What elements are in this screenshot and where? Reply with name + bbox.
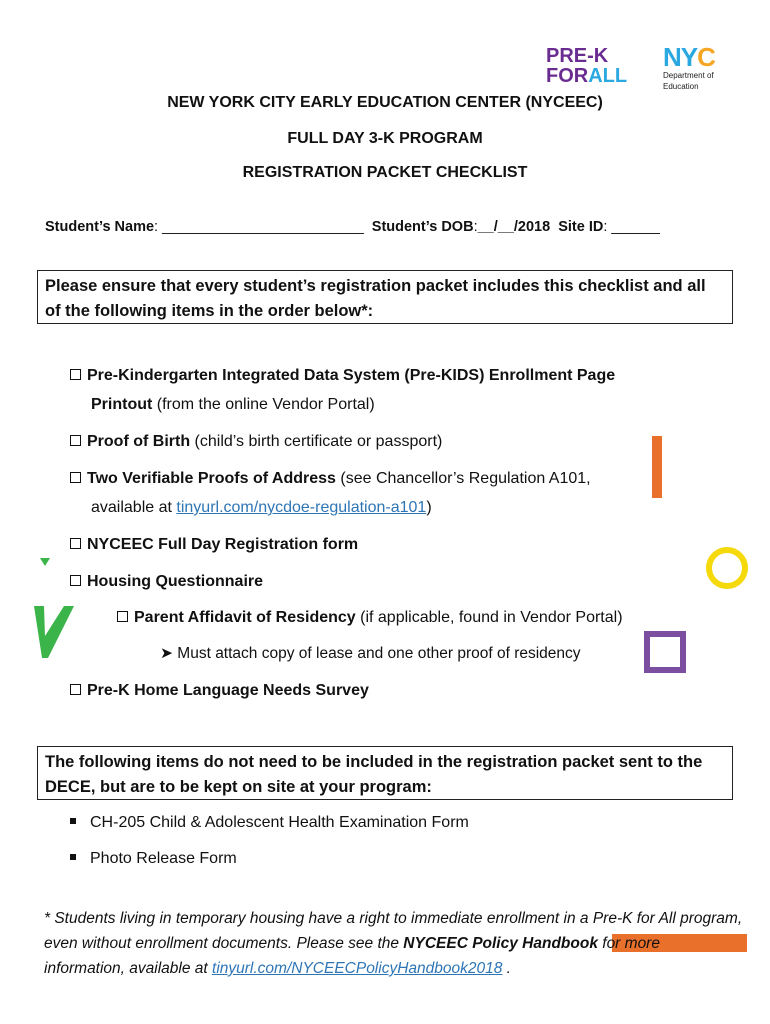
decorative-yellow-ring — [706, 547, 748, 589]
checkbox[interactable] — [117, 611, 128, 622]
page-title: NEW YORK CITY EARLY EDUCATION CENTER (NYCEEC) — [167, 94, 603, 111]
item-label: Proof of Birth — [87, 433, 191, 450]
item-note: (from the online Vendor Portal) — [152, 396, 375, 413]
checklist-item-registration-form — [70, 535, 358, 555]
nyc-logo-sub2: Education — [663, 82, 699, 91]
arrow-bullet-icon: ➤ — [160, 645, 178, 662]
site-id-field[interactable]: ______ — [611, 219, 660, 235]
checklist-item-proofs-of-address — [70, 469, 591, 489]
checklist-item-housing-questionnaire — [70, 572, 263, 592]
onsite-item-health-form — [70, 813, 469, 833]
policy-handbook-name: NYCEEC Policy Handbook — [403, 935, 598, 952]
footnote-text-2: for more information, available at — [44, 935, 660, 977]
item-label: Housing Questionnaire — [87, 573, 264, 590]
footnote-text-3: . — [502, 960, 511, 977]
student-name-field[interactable]: _________________________ — [162, 219, 364, 235]
checkbox[interactable] — [70, 538, 81, 549]
notice-box-onsite: The following items do not need to be included in the registration packet sent to the DECE, but are to be kept on site at your program: — [37, 746, 733, 800]
checklist-item-language-survey — [70, 681, 369, 701]
student-dob-field[interactable]: __/__/2018 — [477, 219, 551, 235]
checklist-item-prekids — [70, 366, 615, 386]
item-label: CH-205 Child & Adolescent Health Examination Form — [90, 814, 469, 831]
item-note: Must attach copy of lease and one other proof of residency — [177, 645, 581, 662]
program-title: FULL DAY 3-K PROGRAM — [287, 130, 483, 147]
policy-handbook-link[interactable]: tinyurl.com/NYCEECPolicyHandbook2018 — [212, 960, 503, 977]
checklist-item-affidavit — [117, 608, 623, 628]
item-label: Two Verifiable Proofs of Address — [87, 470, 336, 487]
bullet-icon — [70, 854, 76, 860]
site-id-label: Site ID — [558, 219, 604, 235]
item-note: (child’s birth certificate or passport) — [190, 433, 443, 450]
decorative-green-check-shape — [34, 556, 78, 664]
checklist-item-prekids-line2 — [91, 395, 375, 415]
checkbox[interactable] — [70, 472, 81, 483]
prek-for-all-logo — [546, 46, 642, 86]
item-label: Parent Affidavit of Residency — [134, 609, 356, 626]
decorative-purple-square — [644, 631, 686, 673]
checklist-title: REGISTRATION PACKET CHECKLIST — [242, 164, 528, 181]
nyc-logo-ny: NY — [663, 42, 698, 72]
checklist-item-proof-of-birth — [70, 432, 442, 452]
prek-logo-for: FOR — [546, 65, 589, 87]
onsite-item-photo-release — [70, 849, 237, 869]
checklist-item-proofs-of-address-line2 — [91, 498, 432, 518]
footnote — [44, 906, 744, 981]
item-label: Photo Release Form — [90, 850, 237, 867]
item-label: Pre-Kindergarten Integrated Data System (Pre-KIDS) Enrollment Page — [87, 367, 616, 384]
regulation-a101-link[interactable]: tinyurl.com/nycdoe-regulation-a101 — [176, 499, 427, 516]
nyc-doe-logo — [663, 42, 733, 91]
checkbox[interactable] — [70, 435, 81, 446]
item-note: (see Chancellor’s Regulation A101, — [335, 470, 591, 487]
student-name-label: Student’s Name — [45, 219, 155, 235]
prek-logo-line1: PRE-K — [546, 45, 609, 67]
footnote-text-1: * Students living in temporary housing have a right to immediate enrollment in a Pre-K for All program, even without enrollment documents. Please see the — [44, 910, 743, 952]
item-note: (if applicable, found in Vendor Portal) — [355, 609, 623, 626]
item-label: Printout — [91, 396, 153, 413]
checkbox[interactable] — [70, 684, 81, 695]
affidavit-subnote — [160, 644, 581, 664]
nyc-logo-sub1: Department of — [663, 71, 714, 80]
item-note: available at — [91, 499, 177, 516]
decorative-orange-bar — [652, 436, 662, 498]
student-info-line: Student’s Name: _________________________ Student’s DOB:__/__/2018 Site ID: ______ — [45, 219, 660, 235]
item-label: Pre-K Home Language Needs Survey — [87, 682, 369, 699]
bullet-icon — [70, 818, 76, 824]
nyc-logo-c: C — [697, 42, 715, 72]
item-note-close: ) — [426, 499, 432, 516]
prek-logo-all: ALL — [588, 65, 628, 87]
checkbox[interactable] — [70, 369, 81, 380]
student-dob-label: Student’s DOB — [371, 219, 474, 235]
notice-box-required: Please ensure that every student’s registration packet includes this checklist and all of the following items in the order below*: — [37, 270, 733, 324]
item-label: NYCEEC Full Day Registration form — [87, 536, 359, 553]
